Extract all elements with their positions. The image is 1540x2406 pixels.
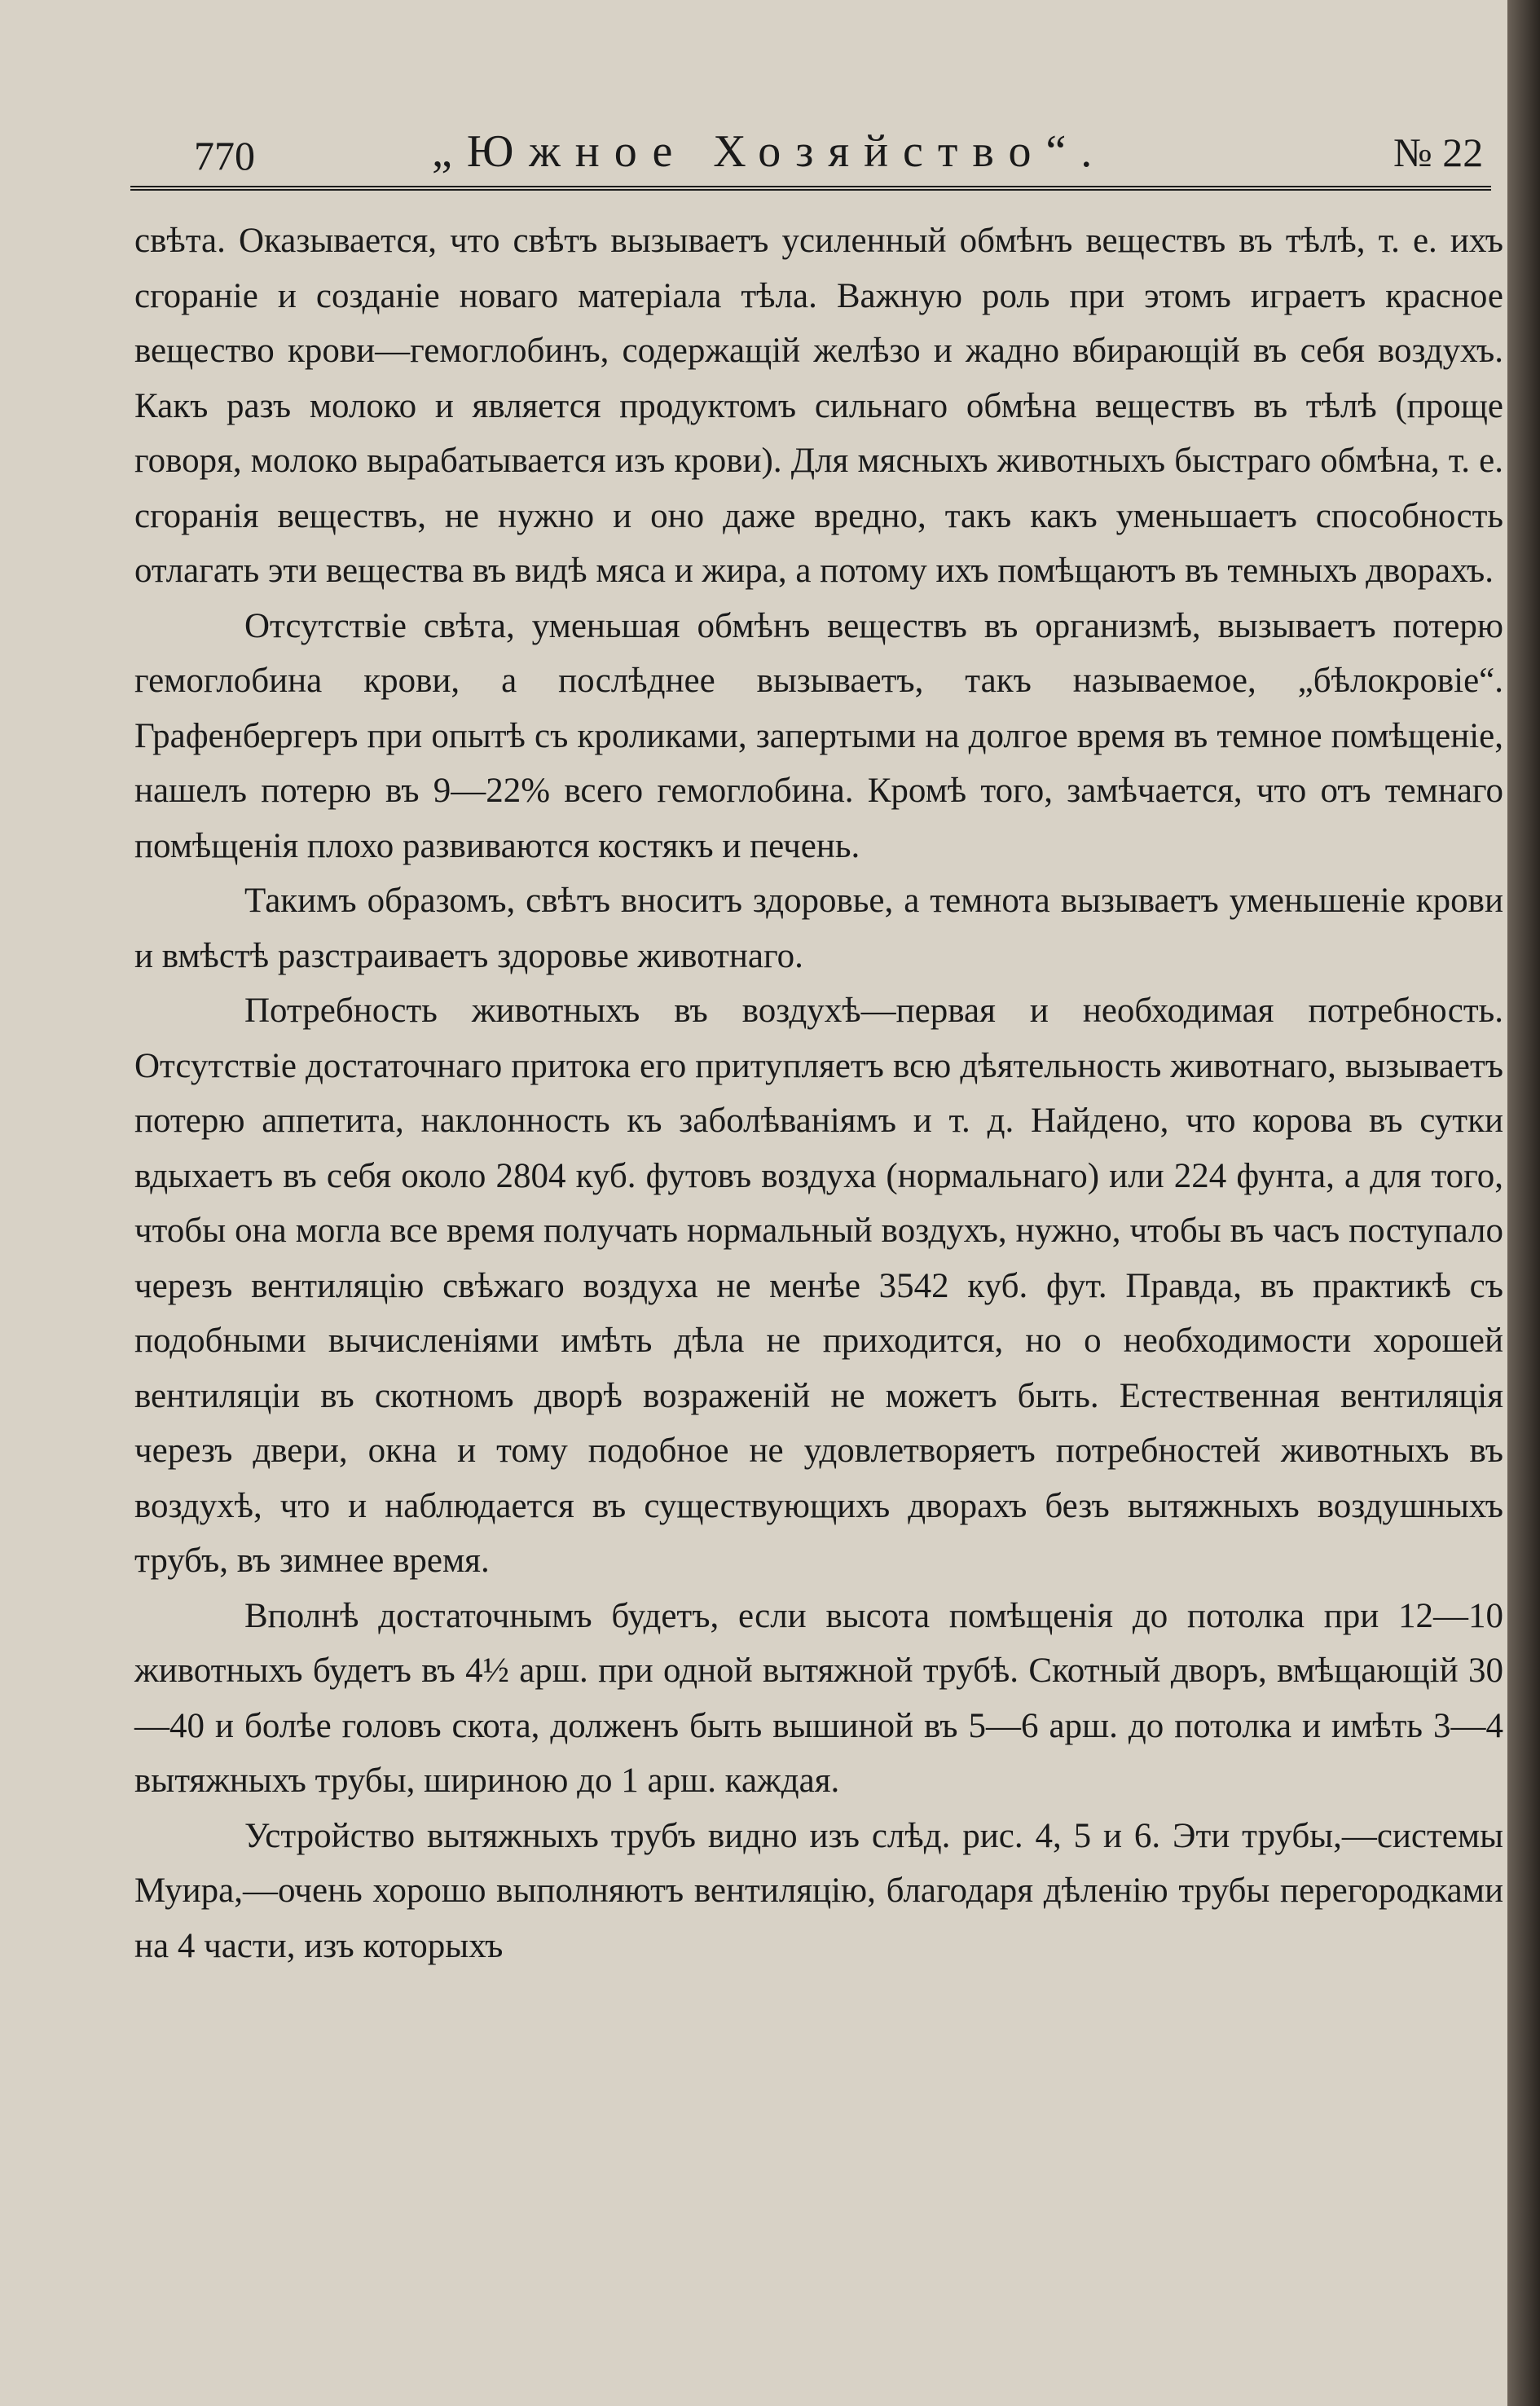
page-number: 770 (194, 133, 255, 178)
paragraph: Отсутствіе свѣта, уменьшая обмѣнъ веществъ въ организмѣ, вызываетъ потерю гемоглобина крови, а послѣднее вызываетъ, такъ называемое, „бѣлокровіе“. Графенбергеръ при опытѣ съ кроликами, запертыми на долгое время въ темное помѣщеніе, нашелъ потерю въ 9—22% всего гемоглобина. Кромѣ того, замѣчается, что отъ темнаго помѣщенія плохо развиваются костякъ и печень. (134, 606, 1503, 865)
page-header (0, 122, 1507, 187)
paragraph: Потребность животныхъ въ воздухѣ—первая и необходимая потребность. Отсутствіе достаточнаго притока его притупляетъ всю дѣятельность животнаго, вызываетъ потерю аппетита, наклонность къ заболѣваніямъ и т. д. Найдено, что корова въ сутки вдыхаетъ въ себя около 2804 куб. футовъ воздуха (нормальнаго) или 224 фунта, а для того, чтобы она могла все время получать нормальный воздухъ, нужно, чтобы въ часъ поступало черезъ вентиляцію свѣжаго воздуха не менѣе 3542 куб. фут. Правда, въ практикѣ съ подобными вычисленіями имѣть дѣла не приходится, но о необходимости хорошей вентиляціи въ скотномъ дворѣ возраженій не можетъ быть. Естественная вентиляція черезъ двери, окна и тому подобное не удовлетворяетъ потребностей животныхъ въ воздухѣ, что и наблюдается въ существующихъ дворахъ безъ вытяжныхъ воздушныхъ трубъ, въ зимнее время. (134, 992, 1503, 1580)
header-divider (130, 186, 1491, 191)
paragraph: Устройство вытяжныхъ трубъ видно изъ слѣд. рис. 4, 5 и 6. Эти трубы,—системы Муира,—очень хорошо выполняютъ вентиляцію, благодаря дѣленію трубы перегородками на 4 части, изъ которыхъ (134, 1816, 1503, 1965)
paragraph: Вполнѣ достаточнымъ будетъ, если высота помѣщенія до потолка при 12—10 животныхъ будетъ въ 4½ арш. при одной вытяжной трубѣ. Скотный дворъ, вмѣщающій 30—40 и болѣе головъ скота, долженъ быть вышиной въ 5—6 арш. до потолка и имѣть 3—4 вытяжныхъ трубы, шириною до 1 арш. каждая. (134, 1596, 1503, 1800)
paragraph-continued: свѣта. Оказывается, что свѣтъ вызываетъ усиленный обмѣнъ веществъ въ тѣлѣ, т. е. ихъ сгораніе и созданіе новаго матеріала тѣла. Важную роль при этомъ играетъ красное вещество крови—гемоглобинъ, содержащій желѣзо и жадно вбирающій въ себя воздухъ. Какъ разъ молоко и является продуктомъ сильнаго обмѣна веществъ въ тѣлѣ (проще говоря, молоко вырабатывается изъ крови). Для мясныхъ животныхъ быстраго обмѣна, т. е. сгоранія веществъ, не нужно и оно даже вредно, такъ какъ уменьшаетъ способность отлагать эти вещества въ видѣ мяса и жира, а потому ихъ помѣщаютъ въ темныхъ дворахъ. (134, 222, 1503, 590)
article-body (134, 213, 1503, 1973)
page-edge-shadow (1507, 0, 1540, 2406)
journal-title: „Южное Хозяйство“. (432, 126, 1107, 177)
issue-number: № 22 (1393, 130, 1484, 175)
paragraph: Такимъ образомъ, свѣтъ вноситъ здоровье, а темнота вызываетъ уменьшеніе крови и вмѣстѣ разстраиваетъ здоровье животнаго. (134, 882, 1503, 975)
